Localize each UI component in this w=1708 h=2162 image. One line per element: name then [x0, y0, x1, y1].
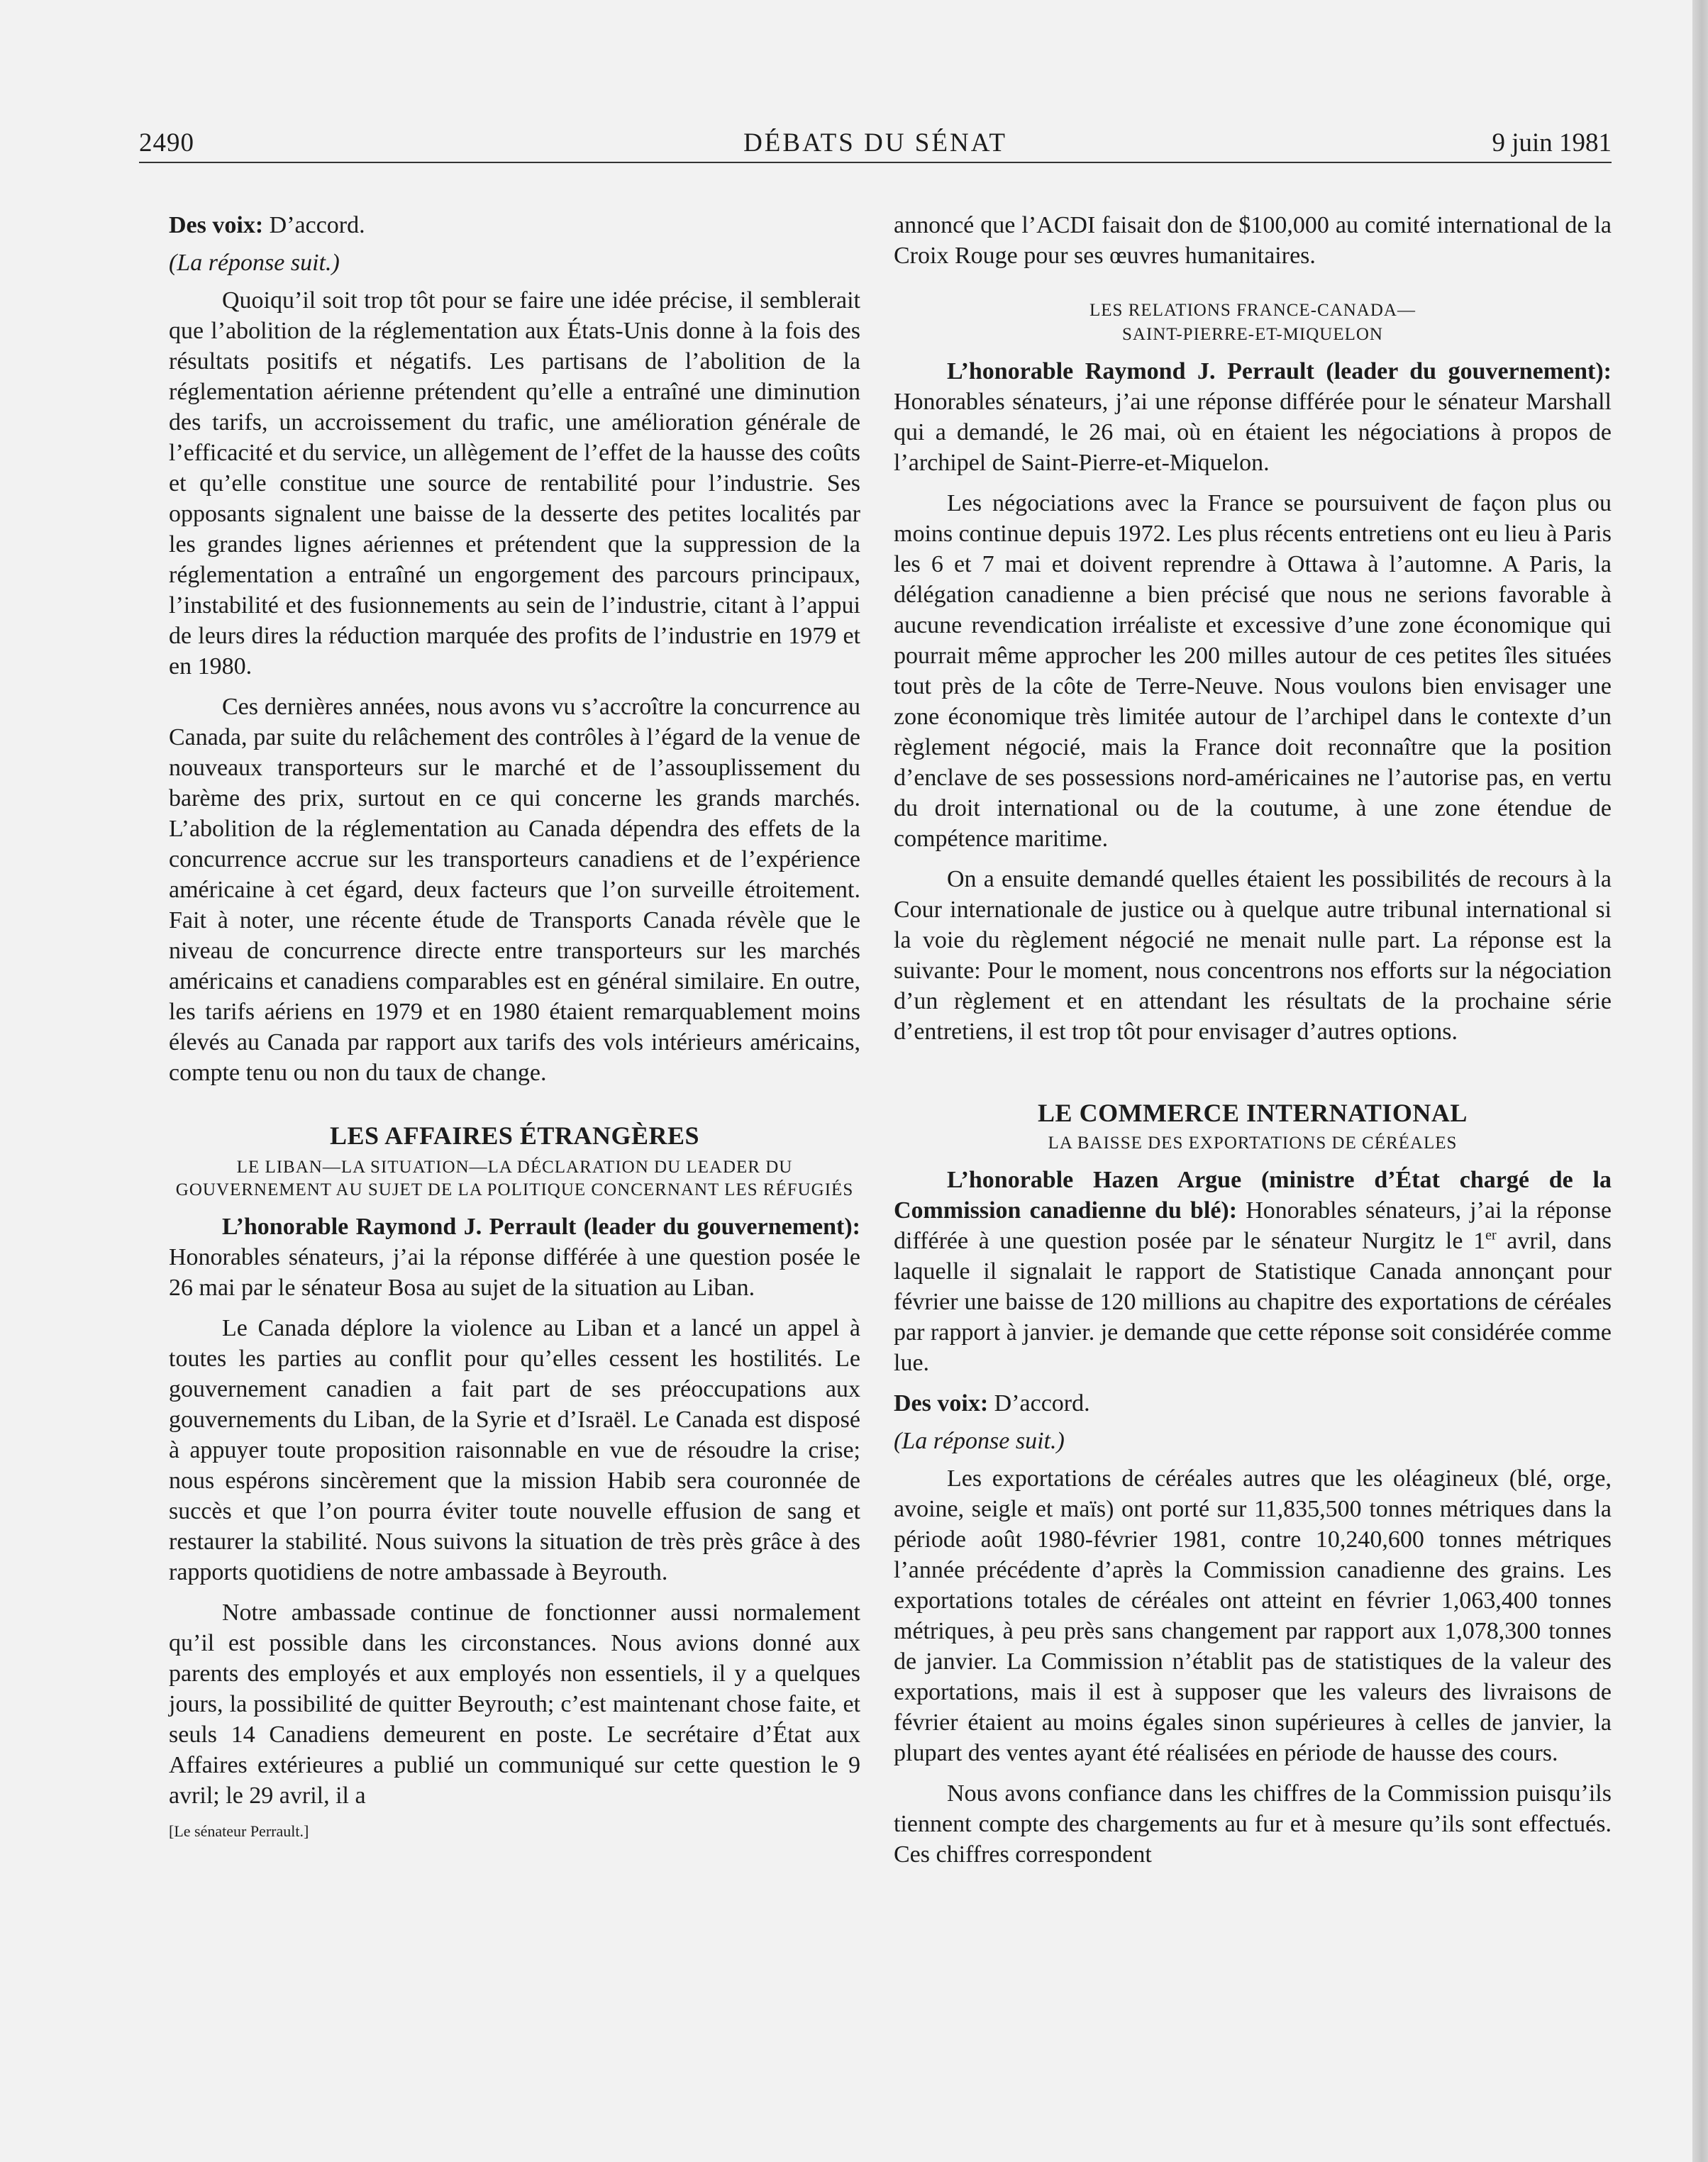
paragraph: annoncé que l’ACDI faisait don de $100,000 au comité international de la Croix Rouge pour ses œuvres humanitaires.	[894, 212, 1612, 269]
interjection-text: D’accord.	[988, 1390, 1090, 1417]
speaker-name: L’honorable Hazen Argue (ministre d’État chargé de la Commission canadienne du blé):	[894, 1167, 1612, 1224]
paragraph: On a ensuite demandé quelles étaient les possibilités de recours à la Cour internationale de justice ou à quelque autre tribunal international si la voie du règlement négocié ne menait nulle part. La réponse est la suivante: Pour le moment, nous concentrons nos efforts sur la négociation d’un règlement et en attendant les résultats de la prochaine série d’entretiens, il est trop tôt pour envisager d’autres options.	[894, 866, 1612, 1045]
paragraph: Les exportations de céréales autres que les oléagineux (blé, orge, avoine, seigle et maïs) ont porté sur 11,835,500 tonnes métriques dans la période août 1980-février 1981, contre 10,240,600 tonnes métriques l’année précédente d’après la Commission canadienne des grains. Les exportations totales de céréales ont atteint en février 1,063,400 tonnes métriques, à peu près sans changement par rapport aux 1,078,300 tonnes de janvier. La Commission n’établit pas de statistiques de la valeur des exportations, mais il est à supposer que les valeurs des livraisons de février étaient au moins égales sinon supérieures à celles de janvier, la plupart des ventes ayant été réalisées en période de hausse des cours.	[894, 1465, 1612, 1766]
section-heading: LES AFFAIRES ÉTRANGÈRES	[330, 1121, 699, 1150]
paragraph: Les négociations avec la France se poursuivent de façon plus ou moins continue depuis 1972. Les plus récents entretiens ont eu lieu à Paris les 6 et 7 mai et doivent reprendre à Ottawa à l’automne. A Paris, la délégation canadienne a bien précisé que nous ne serions favorable à aucune revendication irréaliste et excessive d’une zone économique qui pourrait même approcher les 200 milles autour de ces petites îles situées tout près de la côte de Terre-Neuve. Nous voulons bien envisager une zone économique très limitée autour de l’archipel dans le contexte d’un règlement négocié, mais la France doit reconnaître que la position d’enclave de ses possessions nord-américaines ne l’autorise pas, en vertu du droit international ou de la coutume, à une zone étendue de compétence maritime.	[894, 490, 1612, 852]
left-column	[169, 210, 860, 1852]
subsection-heading-line: LES RELATIONS FRANCE-CANADA—	[1089, 301, 1416, 320]
subsection-heading: LE LIBAN—LA SITUATION—LA DÉCLARATION DU LEADER DU GOUVERNEMENT AU SUJET DE LA POLITIQUE CONCERNANT LES RÉFUGIÉS	[175, 1158, 854, 1199]
running-head	[139, 125, 1612, 162]
speech-text: avril, dans laquelle il signalait le rapport de Statistique Canada annonçant pour février une baisse de 120 millions au chapitre des exportations de céréales par rapport à janvier. je demande que cette réponse soit considérée comme lue.	[894, 1228, 1612, 1376]
response-note-text: (La réponse suit.)	[894, 1428, 1065, 1454]
response-note-text: (La réponse suit.)	[169, 250, 340, 276]
subsection-heading: LA BAISSE DES EXPORTATIONS DE CÉRÉALES	[1048, 1133, 1458, 1153]
subsection-heading-line: SAINT-PIERRE-ET-MIQUELON	[1122, 325, 1383, 344]
journal-title: DÉBATS DU SÉNAT	[743, 128, 1007, 157]
paragraph: Le Canada déplore la violence au Liban et a lancé un appel à toutes les parties au conflit pour qu’elles cessent les hostilités. Le gouvernement canadien a fait part de ses préoccupations aux gouvernements du Liban, de la Syrie et d’Israël. Le Canada est disposé à appuyer toute proposition raisonnable en vue de résoudre la crise; nous espérons sincèrement que la mission Habib sera couronnée de succès et que l’on pourra éviter toute nouvelle effusion de sang et restaurer la stabilité. Nous suivons la situation de très près grâce à des rapports quotidiens de notre ambassade à Beyrouth.	[169, 1315, 860, 1585]
interjection	[169, 210, 860, 240]
ordinal-suffix: er	[1485, 1227, 1497, 1243]
issue-date: 9 juin 1981	[1492, 128, 1612, 157]
speech-paragraph	[894, 1165, 1612, 1378]
speech-paragraph	[169, 1212, 860, 1303]
speech-text: Honorables sénateurs, j’ai la réponse différée à une question posée le 26 mai par le sénateur Bosa au sujet de la situation au Liban.	[169, 1244, 860, 1301]
section-heading: LE COMMERCE INTERNATIONAL	[1038, 1099, 1468, 1127]
speech-text: Honorables sénateurs, j’ai une réponse différée pour le sénateur Marshall qui a demandé, le 26 mai, où en étaient les négociations à propos de l’archipel de Saint-Pierre-et-Miquelon.	[894, 389, 1612, 476]
page-number: 2490	[139, 128, 194, 157]
paragraph: Quoiqu’il soit trop tôt pour se faire une idée précise, il semblerait que l’abolition de la réglementation aux États-Unis donne à la fois des résultats positifs et négatifs. Les partisans de l’abolition de la réglementation aérienne prétendent qu’elle a entraîné une diminution des tarifs, un accroissement du trafic, une amélioration générale de l’efficacité et du service, un allègement de l’effet de la hausse des coûts et qu’elle constitue une source de rentabilité pour l’industrie. Ses opposants signalent une baisse de la desserte des petites localités par les grandes lignes aériennes et prétendent que la suppression de la réglementation a entraîné un engorgement des parcours principaux, l’instabilité et des fusionnements au sein de l’industrie, citant à l’appui de leurs dires la réduction marquée des profits de l’industrie en 1979 et en 1980.	[169, 287, 860, 680]
response-note	[169, 248, 860, 278]
speaker-name: Des voix:	[894, 1390, 989, 1417]
speech-paragraph	[894, 356, 1612, 478]
paragraph: Nous avons confiance dans les chiffres de la Commission puisqu’ils tiennent compte des chargements au fur et à mesure qu’ils sont effectués. Ces chiffres correspondent	[894, 1780, 1612, 1868]
speaker-name: L’honorable Raymond J. Perrault (leader du gouvernement):	[222, 1214, 860, 1240]
paragraph: Ces dernières années, nous avons vu s’accroître la concurrence au Canada, par suite du relâchement des contrôles à l’égard de la venue de nouveaux transporteurs sur le marché et de l’assouplissement du barème des prix, surtout en ce qui concerne les grands marchés. L’abolition de la réglementation au Canada dépendra des effets de la concurrence accrue sur les transporteurs canadiens et de l’expérience américaine à cet égard, deux facteurs que l’on surveille étroitement. Fait à noter, une récente étude de Transports Canada révèle que le niveau de concurrence directe entre transporteurs sur les marchés américains et canadiens comparables est en général similaire. En outre, les tarifs aériens en 1979 et en 1980 étaient remarquablement moins élevés au Canada par rapport aux tarifs des vols intérieurs américains, compte tenu ou non du taux de change.	[169, 694, 860, 1086]
header-rule	[139, 162, 1612, 163]
scan-edge	[1692, 0, 1708, 2162]
right-column	[894, 210, 1612, 1880]
speaker-name: L’honorable Raymond J. Perrault (leader du gouvernement):	[947, 358, 1612, 384]
footer-speaker-note: [Le sénateur Perrault.]	[169, 1822, 309, 1840]
speaker-name: Des voix:	[169, 212, 264, 238]
response-note	[894, 1426, 1612, 1456]
interjection-text: D’accord.	[263, 212, 365, 238]
interjection	[894, 1388, 1612, 1419]
paragraph: Notre ambassade continue de fonctionner aussi normalement qu’il est possible dans les circonstances. Nous avions donné aux parents des employés et aux employés non essentiels, il y a quelques jours, la possibilité de quitter Beyrouth; c’est maintenant chose faite, et seuls 14 Canadiens demeurent en poste. Le secrétaire d’État aux Affaires extérieures a publié un communiqué sur cette question le 9 avril; le 29 avril, il a	[169, 1600, 860, 1809]
speech-text: Honorables sénateurs, j’ai la réponse différée à une question posée par le sénateur Nurgitz le 1	[894, 1197, 1612, 1254]
